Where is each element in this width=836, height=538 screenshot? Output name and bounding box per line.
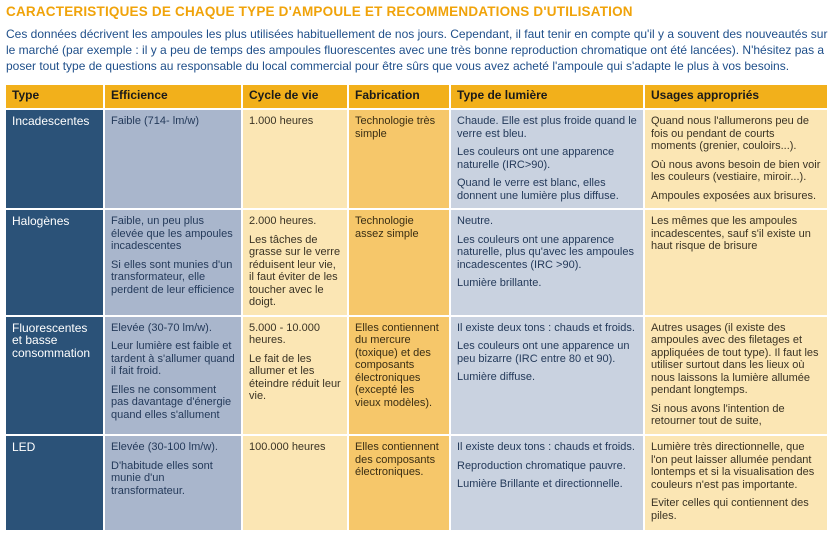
- table-row: [6, 109, 828, 209]
- type-cell: Halogènes: [6, 209, 104, 316]
- fabrication-cell: [348, 209, 450, 316]
- lumiere-cell: [450, 435, 644, 531]
- header-usages: Usages appropriés: [644, 85, 828, 109]
- usages-cell-paragraph: Ampoules exposées aux brisures.: [651, 189, 817, 202]
- cycle-cell-paragraph: 100.000 heures: [249, 441, 326, 454]
- page-title: CARACTERISTIQUES DE CHAQUE TYPE D'AMPOULE ET RECOMMENDATIONS D'UTILISATION: [6, 4, 633, 19]
- lumiere-cell-paragraph: Lumière diffuse.: [457, 371, 536, 384]
- usages-cell-paragraph: Quand nous l'allumerons peu de fois ou pendant de courts moments (grenier, couloirs...).: [651, 115, 810, 152]
- table-header-row: [6, 85, 828, 109]
- efficience-cell: [104, 435, 242, 531]
- lumiere-cell: [450, 109, 644, 209]
- usages-cell: [644, 109, 828, 209]
- lumiere-cell-paragraph: Chaude. Elle est plus froide quand le verre est bleu.: [457, 115, 637, 140]
- cycle-cell: [242, 109, 348, 209]
- lumiere-cell-paragraph: Les couleurs ont une apparence naturelle (IRC>90).: [457, 146, 615, 171]
- lamp-comparison-table: [6, 85, 829, 532]
- lumiere-cell-paragraph: Reproduction chromatique pauvre.: [457, 459, 626, 472]
- efficience-cell-paragraph: Elevée (30-70 lm/w).: [111, 321, 212, 334]
- lumiere-cell-paragraph: Lumière brillante.: [457, 277, 542, 289]
- lumiere-cell-paragraph: Il existe deux tons : chauds et froids.: [457, 441, 635, 454]
- usages-cell-paragraph: Les mêmes que les ampoules incadescentes, sauf s'il existe un haut risque de brisure: [651, 215, 811, 252]
- cycle-cell: [242, 209, 348, 316]
- lumiere-cell-paragraph: Les couleurs ont une apparence un peu bizarre (IRC entre 80 et 90).: [457, 340, 630, 365]
- fabrication-cell: [348, 316, 450, 435]
- table-row: [6, 435, 828, 531]
- usages-cell: [644, 316, 828, 435]
- cycle-cell: [242, 316, 348, 435]
- cycle-cell-paragraph: Le fait de les allumer et les éteindre réduit leur vie.: [249, 352, 341, 403]
- efficience-cell-paragraph: Faible (714- lm/w): [111, 115, 200, 127]
- efficience-cell-paragraph: Faible, un peu plus élevée que les ampoules incadescentes: [111, 215, 233, 252]
- efficience-cell-paragraph: Leur lumière est faible et tardent à s'allumer quand il fait froid.: [111, 340, 235, 378]
- usages-cell-paragraph: Où nous avons besoin de bien voir les couleurs (vestiaire, miroir...).: [651, 158, 821, 183]
- fabrication-cell-paragraph: Elles contiennent du mercure (toxique) et des composants électroniques (excepté les vieux modèles).: [355, 321, 439, 409]
- cycle-cell-paragraph: 1.000 heures: [249, 115, 314, 127]
- usages-cell: [644, 209, 828, 316]
- efficience-cell-paragraph: Elevée (30-100 lm/w).: [111, 441, 218, 454]
- fabrication-cell: [348, 109, 450, 209]
- header-type: Type: [6, 85, 104, 109]
- efficience-cell: [104, 209, 242, 316]
- lumiere-cell: [450, 209, 644, 316]
- efficience-cell: [104, 316, 242, 435]
- usages-cell-paragraph: Si nous avons l'intention de retourner tout de suite,: [651, 402, 785, 428]
- header-efficience: Efficience: [104, 85, 242, 109]
- usages-cell-paragraph: Autres usages (il existe des ampoules avec des filetages et appliquées de tout type). Il faut les utiliser surtout dans les lieux où nous laissons la lumière allumée pendant longtemps.: [651, 321, 819, 397]
- cycle-cell: [242, 435, 348, 531]
- table-row: [6, 316, 828, 435]
- table-row: [6, 209, 828, 316]
- type-cell: Fluorescentes et basse consommation: [6, 316, 104, 435]
- efficience-cell-paragraph: Elles ne consomment pas davantage d'énergie quand elles s'allument: [111, 383, 232, 421]
- fabrication-cell-paragraph: Elles contiennent des composants électroniques.: [355, 441, 439, 479]
- cycle-cell-paragraph: 5.000 - 10.000 heures.: [249, 321, 320, 347]
- lumiere-cell: [450, 316, 644, 435]
- header-lumiere: Type de lumière: [450, 85, 644, 109]
- cycle-cell-paragraph: Les tâches de grasse sur le verre réduisent leur vie, il faut éviter de les toucher avec le doigt.: [249, 233, 341, 308]
- cycle-cell-paragraph: 2.000 heures.: [249, 215, 317, 227]
- lumiere-cell-paragraph: Les couleurs ont une apparence naturelle, plus qu'avec les ampoules incadescentes (IRC >90).: [457, 233, 634, 271]
- fabrication-cell-paragraph: Technologie très simple: [355, 115, 436, 140]
- header-cycle: Cycle de vie: [242, 85, 348, 109]
- intro-paragraph: Ces données décrivent les ampoules les plus utilisées habituellement de nos jours. Cependant, il faut tenir en compte qu'il y a souvent des nouveautés sur le marché (par exemple : il y a peu de temps des ampoules fluorescentes avec une très bonne reproduction chromatique ont été lancées). N'hésitez pas a poser tout type de questions au responsable du local commercial pour être sûrs que vous avez acheté l'ampoule qui s'adapte le plus à vos besoins.: [6, 27, 828, 73]
- lumiere-cell-paragraph: Quand le verre est blanc, elles donnent une lumière plus diffuse.: [457, 177, 619, 202]
- efficience-cell: [104, 109, 242, 209]
- efficience-cell-paragraph: Si elles sont munies d'un transformateur, elle perdent de leur efficience: [111, 258, 235, 296]
- fabrication-cell-paragraph: Technologie assez simple: [355, 215, 419, 240]
- usages-cell-paragraph: Eviter celles qui contiennent des piles.: [651, 497, 809, 522]
- efficience-cell-paragraph: D'habitude elles sont munie d'un transformateur.: [111, 459, 213, 497]
- lumiere-cell-paragraph: Lumière Brillante et directionnelle.: [457, 478, 623, 491]
- type-cell: LED: [6, 435, 104, 531]
- header-fabrication: Fabrication: [348, 85, 450, 109]
- lumiere-cell-paragraph: Il existe deux tons : chauds et froids.: [457, 321, 635, 334]
- fabrication-cell: [348, 435, 450, 531]
- type-cell: Incadescentes: [6, 109, 104, 209]
- lumiere-cell-paragraph: Neutre.: [457, 215, 494, 227]
- usages-cell: [644, 435, 828, 531]
- usages-cell-paragraph: Lumière très directionnelle, que l'on peut laisser allumée pendant lontemps et si la visualisation des couleurs n'est pas importante.: [651, 441, 815, 491]
